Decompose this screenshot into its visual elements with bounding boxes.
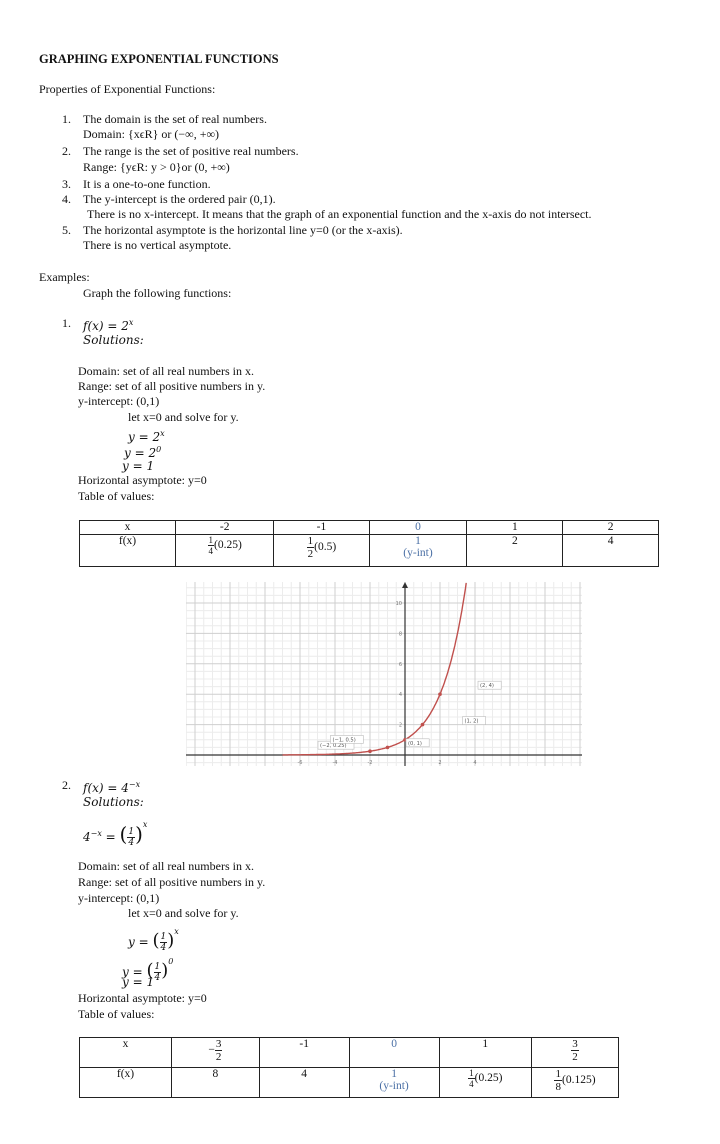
example2-step: y = 1 — [122, 975, 155, 989]
function-curve — [283, 583, 467, 755]
table-header-x: x — [80, 1038, 172, 1068]
example-number: 1. — [62, 316, 71, 330]
property-text: It is a one-to-one function. — [83, 177, 211, 191]
example1-table-label: Table of values: — [78, 489, 155, 503]
x-tick-label: 4 — [473, 760, 477, 766]
properties-heading: Properties of Exponential Functions: — [39, 82, 216, 96]
exponential-graph — [186, 582, 582, 766]
example2-domain: Domain: set of all real numbers in x. — [78, 859, 254, 873]
page-title: GRAPHING EXPONENTIAL FUNCTIONS — [39, 52, 279, 66]
example2-asymptote: Horizontal asymptote: y=0 — [78, 991, 207, 1005]
example1-step: y = 1 — [122, 459, 155, 473]
point-label — [331, 735, 364, 743]
table-cell: 4 — [259, 1068, 349, 1098]
example1-yintercept: y-intercept: (0,1) — [78, 394, 160, 408]
data-point — [421, 723, 425, 727]
example1-table-of-values — [79, 520, 659, 567]
point-label-text: (0, 1) — [408, 740, 422, 747]
example2-step: y = ( $\frac{1}{4}$ )$^0$ — [122, 957, 174, 983]
data-point — [368, 749, 372, 753]
table-cell: $\frac{3}{2}$ — [532, 1038, 619, 1068]
table-cell: -1 — [259, 1038, 349, 1068]
property-number: 1. — [62, 112, 71, 126]
table-cell: 0 — [369, 521, 467, 535]
table-header-x: x — [80, 521, 176, 535]
property-detail: Range: {yϵR: y > 0}or (0, +∞) — [83, 160, 230, 174]
point-label-text: (−1, 0.5) — [332, 737, 356, 744]
data-point — [386, 746, 390, 750]
example-number: 2. — [62, 778, 71, 792]
table-header-fx: f(x) — [80, 1068, 172, 1098]
examples-heading: Examples: — [39, 270, 90, 284]
example2-step: y = ( $\frac{1}{4}$ )$^x$ — [128, 927, 179, 953]
example2-yintercept: y-intercept: (0,1) — [78, 891, 160, 905]
point-label — [478, 681, 501, 689]
y-axis-arrow — [402, 582, 408, 588]
table-cell-yint: 1 (y-int) — [349, 1068, 439, 1098]
point-label — [406, 739, 429, 747]
property-text: The range is the set of positive real numbers. — [83, 144, 299, 158]
table-cell: 8 — [172, 1068, 260, 1098]
table-cell: 0 — [349, 1038, 439, 1068]
y-tick-label: 10 — [395, 601, 402, 607]
example2-table-of-values — [79, 1037, 619, 1098]
table-cell: -2 — [176, 521, 274, 535]
y-tick-label: 8 — [398, 631, 402, 638]
example1-function: $f(x) = 2^x$ — [83, 318, 134, 333]
example1-let: let x=0 and solve for y. — [128, 410, 239, 424]
example2-let: let x=0 and solve for y. — [128, 906, 239, 920]
property-detail: There is no vertical asymptote. — [83, 238, 232, 252]
example2-function: $f(x) = 4^{-x}$ — [83, 780, 141, 795]
property-number: 4. — [62, 192, 71, 206]
property-text: The y-intercept is the ordered pair (0,1). — [83, 192, 276, 206]
point-label-text: (−2, 0.25) — [320, 743, 347, 750]
x-tick-label: -6 — [297, 760, 303, 766]
table-cell: 4 — [563, 535, 659, 567]
table-header-fx: f(x) — [80, 535, 176, 567]
table-cell: − $\frac{3}{2}$ — [172, 1038, 260, 1068]
table-cell: $\frac{1}{4}$ (0.25) — [176, 535, 274, 567]
table-cell-yint: 1 (y-int) — [369, 535, 467, 567]
table-cell: 2 — [467, 535, 563, 567]
property-text: The horizontal asymptote is the horizontal line y=0 (or the x-axis). — [83, 223, 403, 237]
table-cell: 2 — [563, 521, 659, 535]
data-point — [438, 692, 442, 696]
example2-table-label: Table of values: — [78, 1007, 155, 1021]
example2-range: Range: set of all positive numbers in y. — [78, 875, 266, 889]
property-detail: There is no x-intercept. It means that the graph of an exponential function and the x-axis do not intersect. — [87, 207, 592, 221]
table-cell: 1 — [439, 1038, 531, 1068]
example1-solutions-label: Solutions: — [83, 333, 144, 347]
point-label-text: (2, 4) — [480, 683, 494, 690]
table-cell: $\frac{1}{8}$ (0.125) — [532, 1068, 619, 1098]
example2-rewrite: $4^{-x}$ = ( $\frac{1}{4}$ )$^x$ — [83, 820, 148, 848]
property-number: 2. — [62, 144, 71, 158]
x-tick-label: -4 — [332, 760, 338, 766]
property-number: 5. — [62, 223, 71, 237]
example1-step: $y = 2^0$ — [124, 445, 162, 460]
point-label — [463, 717, 486, 725]
table-cell: -1 — [274, 521, 369, 535]
y-tick-label: 6 — [398, 661, 402, 668]
table-cell: 1 — [467, 521, 563, 535]
x-tick-label: 2 — [438, 760, 442, 766]
examples-instruction: Graph the following functions: — [83, 286, 232, 300]
table-cell: $\frac{1}{2}$ (0.5) — [274, 535, 369, 567]
example2-solutions-label: Solutions: — [83, 795, 144, 809]
example1-domain: Domain: set of all real numbers in x. — [78, 364, 254, 378]
property-text: The domain is the set of real numbers. — [83, 112, 267, 126]
property-number: 3. — [62, 177, 71, 191]
property-detail: Domain: {xϵR} or (−∞, +∞) — [83, 127, 220, 141]
table-cell: $\frac{1}{4}$ (0.25) — [439, 1068, 531, 1098]
y-tick-label: 2 — [398, 722, 402, 729]
example1-range: Range: set of all positive numbers in y. — [78, 379, 266, 393]
example1-step: $y = 2^x$ — [128, 429, 165, 444]
example1-asymptote: Horizontal asymptote: y=0 — [78, 473, 207, 487]
point-label-text: (1, 2) — [464, 718, 479, 725]
y-tick-label: 4 — [398, 692, 402, 699]
x-tick-label: -2 — [367, 760, 373, 766]
